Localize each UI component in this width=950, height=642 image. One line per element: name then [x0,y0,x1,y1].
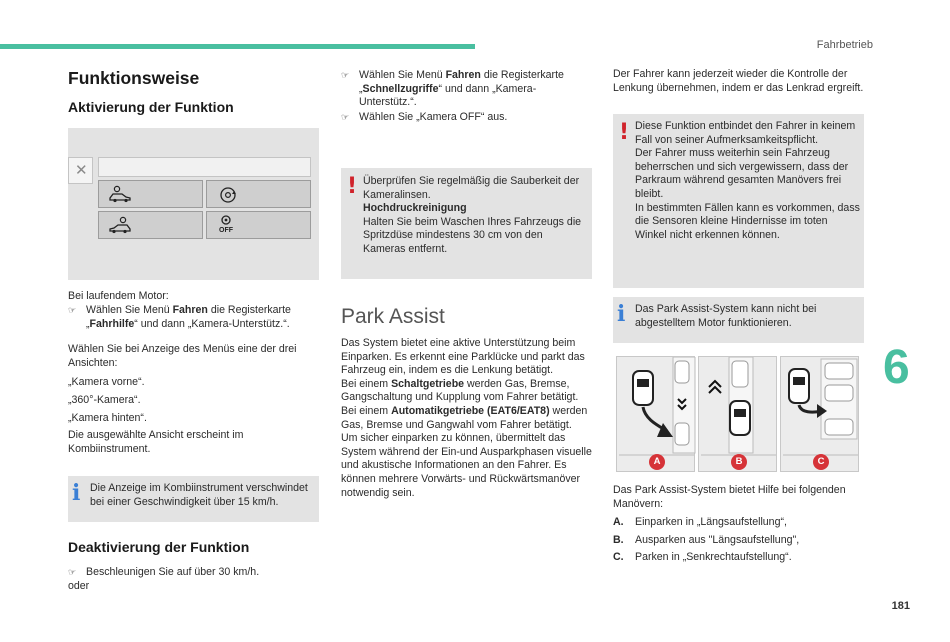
info-box-speed-text: Die Anzeige im Kombiinstrument verschwindet bei einer Geschwindigkeit über 15 km/h. [90,482,308,508]
pointer-arrow-icon: ☞ [68,567,77,577]
pointer-arrow-icon: ☞ [341,112,350,122]
maneuver-list-intro: Das Park Assist-System bietet Hilfe bei folgenden Manövern: [613,484,846,510]
views-intro: Wählen Sie bei Anzeige des Menüs eine der drei Ansichten: [68,343,297,369]
subsection-title-activation: Aktivierung der Funktion [68,99,234,115]
park-assist-p3: Bei einem Automatikgetriebe (EAT6/EAT8) werden Gas, Bremse und Gangwahl vom Fahrer betätigt. [341,404,588,431]
rear-camera-icon [107,216,133,236]
park-assist-p1: Das System bietet eine aktive Unterstützung beim Einparken. Es erkennt eine Parklücke und parkt das Fahrzeug ein, indem es die Lenkung betätigt. [341,337,585,377]
deactivation-step [68,566,319,580]
list-item-text: Parken in „Senkrechtaufstellung“. [635,551,792,564]
camera-rear-button [98,211,203,239]
list-item [613,516,864,530]
chapter-number: 6 [883,341,910,394]
park-assist-p2: Bei einem Schaltgetriebe werden Gas, Bremse, Gangschaltung und Kupplung vom Fahrer betätigt. [341,377,579,404]
park-assist-title: Park Assist [341,305,445,328]
warning-box-cleaning-content [363,175,587,257]
park-assist-diagram [613,354,864,474]
warning-cleaning-text2: Halten Sie beim Waschen Ihres Fahrzeugs die Spritzdüse mindestens 30 cm von den Kameras entfernt. [363,215,582,255]
list-item-letter: A. [613,516,624,528]
list-item [613,551,864,565]
close-icon: ✕ [75,162,88,179]
diagram-panel-a [616,356,695,472]
screen-header-bar [98,157,311,177]
warning-box-cleaning [341,168,592,279]
list-item-text: Einparken in „Längsaufstellung“, [635,516,787,528]
camera-off-icon [219,214,233,226]
list-item [613,534,864,548]
park-assist-description [341,337,592,500]
warning-cleaning-heading: Hochdruckreinigung [363,202,467,215]
diagram-label-b: B [731,454,747,470]
header-accent-bar [0,44,475,49]
list-item-letter: B. [613,533,624,546]
list-item-text: Ausparken aus "Längsaufstellung", [635,533,800,546]
touchscreen-illustration [68,128,319,280]
info-box-engine-text: Das Park Assist-System kann nicht bei abgestelltem Motor funktionieren. [635,303,817,329]
camera-off-button [206,211,311,239]
subsection-title-deactivation: Deaktivierung der Funktion [68,539,250,555]
activation-step-text: Wählen Sie Menü Fahren die Registerkarte „Fahrhilfe“ und dann „Kamera-Unterstütz.“. [86,304,291,330]
camera-360-button [206,180,311,208]
section-label: Fahrbetrieb [816,39,873,51]
info-box-speed [68,476,319,522]
warning-cleaning-text: Überprüfen Sie regelmäßig die Sauberkeit der Kameralinsen. [363,175,580,201]
camera-off-step-text: Wählen Sie „Kamera OFF“ aus. [359,111,508,123]
view-option-360: „360°-Kamera“. [68,394,141,406]
driver-control-note: Der Fahrer kann jederzeit wieder die Kontrolle der Lenkung übernehmen, indem er das Lenkrad ergreift. [613,68,864,94]
activation-step [68,304,319,331]
quickaccess-step-text: Wählen Sie Menü Fahren die Registerkarte „Schnellzugriffe“ und dann „Kamera-Unterstütz.“. [359,69,564,109]
diagram-panel-c [780,356,859,472]
diagram-label-a: A [649,454,665,470]
warning-icon: ! [619,120,630,145]
view-option-front: „Kamera vorne“. [68,376,145,388]
section-title: Funktionsweise [68,68,200,88]
info-icon: i [72,480,81,506]
page-number: 181 [891,600,910,612]
info-icon: i [617,301,626,327]
close-tile [68,157,93,184]
quickaccess-step [341,69,592,110]
camera-off-label: OFF [219,227,233,234]
park-assist-p4: Um sicher einparken zu können, übermittelt das System während der Ein-und Ausparkphasen visuelle und akustische Informationen an den Fahrer. Es können mehrere Vorwärts- und Rückwärtsmanöver notwendig sein. [341,432,592,499]
view-option-rear: „Kamera hinten“. [68,412,147,424]
maneuver-list [613,516,864,569]
deactivation-step-text: Beschleunigen Sie auf über 30 km/h. [86,566,260,578]
pointer-arrow-icon: ☞ [341,70,350,80]
views-note: Die ausgewählte Ansicht erscheint im Kombiinstrument. [68,429,244,455]
activation-intro: Bei laufendem Motor: [68,290,169,302]
camera-front-button [98,180,203,208]
camera-off-step [341,111,592,125]
warning-attention-text: Diese Funktion entbindet den Fahrer in keinem Fall von seiner Aufmerksamkeitspflicht. Der Fahrer muss weiterhin sein Fahrzeug beherrschen und sich vergewissern, dass der Parkraum während gesamten Manövers frei bleibt. In bestimmten Fällen kann es vorkommen, dass die Sensoren kleine Hindernisse im toten Winkel nicht erkennen können. [635,120,860,241]
camera-360-icon [217,185,239,205]
info-box-engine [613,297,864,343]
diagram-panel-b [698,356,777,472]
deactivation-or: oder [68,580,90,592]
list-item-letter: C. [613,551,624,564]
front-camera-icon [107,185,133,205]
warning-icon: ! [347,174,358,199]
warning-box-attention [613,114,864,288]
pointer-arrow-icon: ☞ [68,305,77,315]
diagram-label-c: C [813,454,829,470]
